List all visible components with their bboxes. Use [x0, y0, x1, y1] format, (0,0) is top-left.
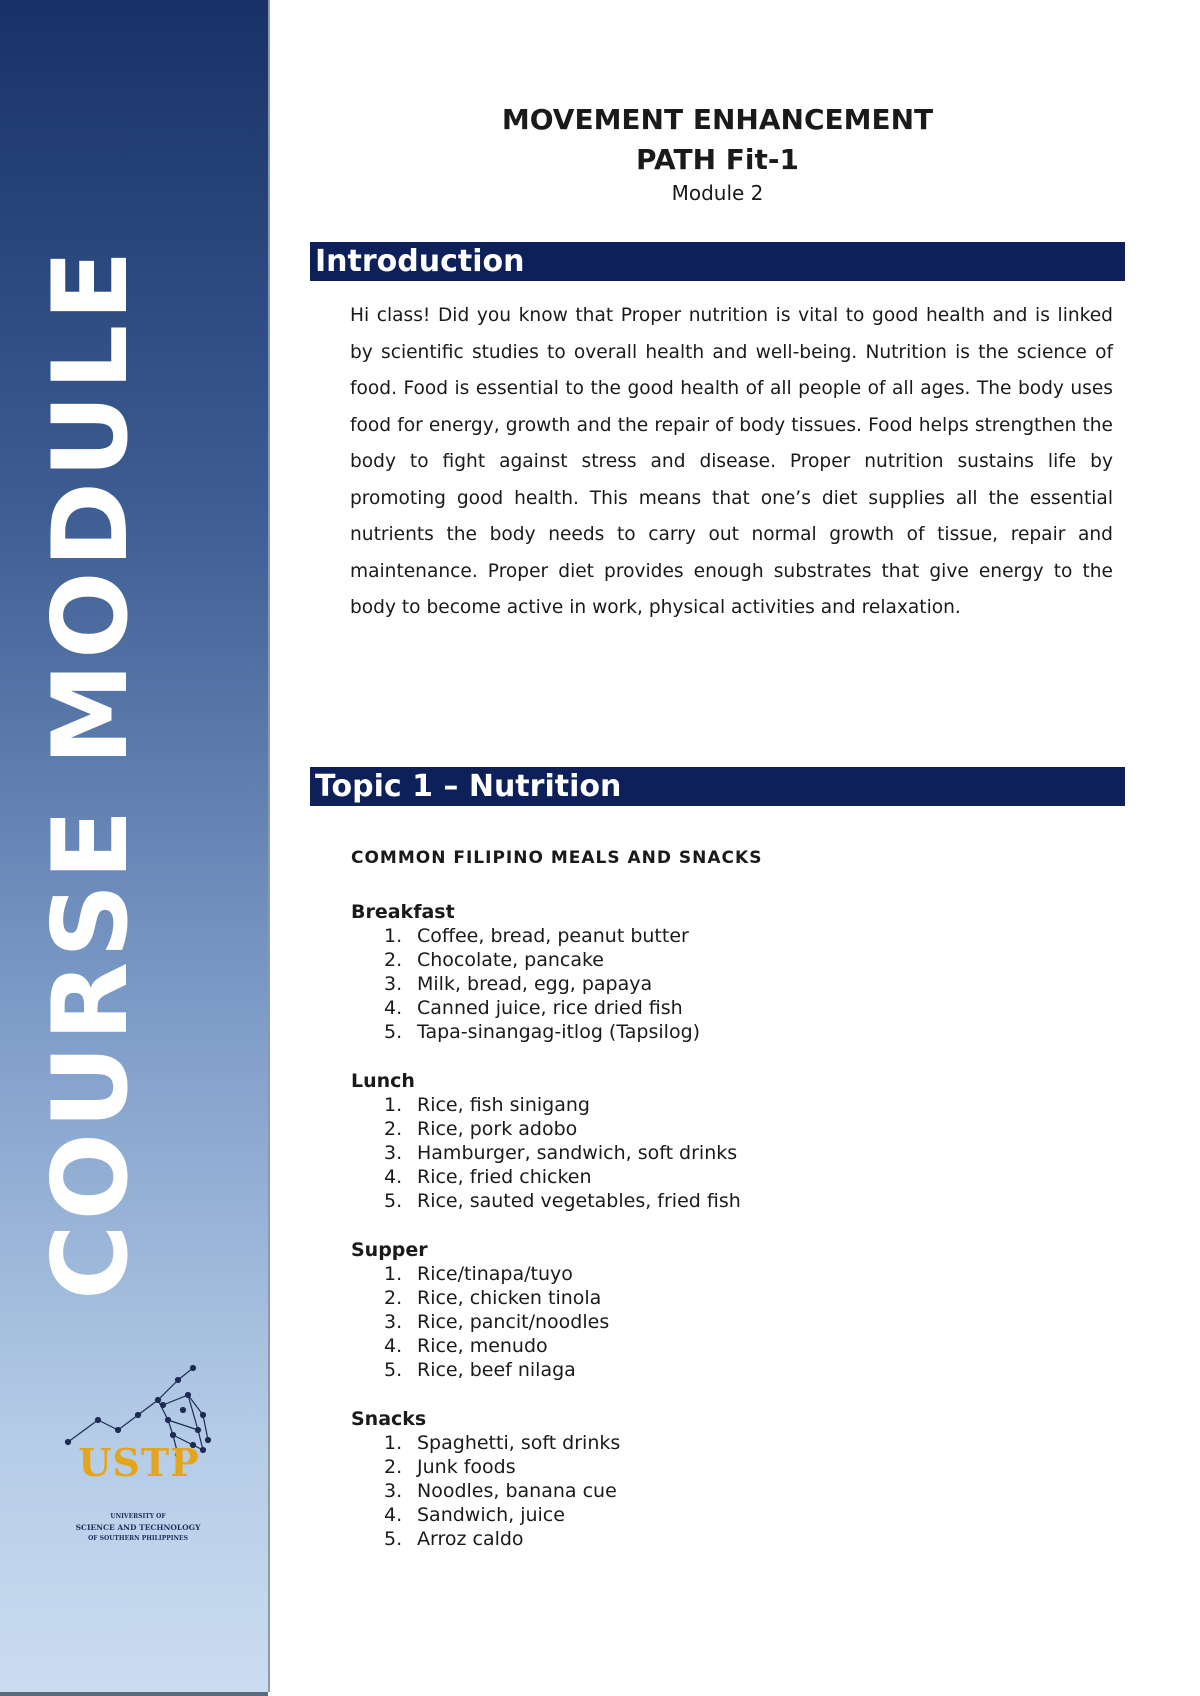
document-title-line-2: PATH Fit-1 [636, 143, 799, 176]
list-item-number: 3. [384, 973, 403, 995]
list-item-text: Rice, beef nilaga [417, 1359, 576, 1381]
list-item [351, 1455, 1111, 1479]
list-item-number: 2. [384, 1456, 403, 1478]
list-item [351, 1093, 1111, 1117]
meal-title: Supper [351, 1239, 428, 1261]
list-item [351, 1165, 1111, 1189]
list-item [351, 996, 1111, 1020]
meal-section-supper [351, 1238, 1111, 1382]
topic-heading: Topic 1 – Nutrition [310, 767, 1125, 806]
meal-title: Breakfast [351, 901, 455, 923]
meal-items-list [351, 924, 1111, 1044]
list-item-text: Rice/tinapa/tuyo [417, 1263, 573, 1285]
sidebar-bottom-divider [0, 1692, 268, 1696]
list-item-text: Junk foods [417, 1456, 516, 1478]
document-header [310, 100, 1125, 206]
list-item-number: 1. [384, 1263, 403, 1285]
introduction-heading: Introduction [310, 242, 1125, 281]
list-item [351, 1141, 1111, 1165]
list-item-number: 5. [384, 1528, 403, 1550]
list-item-number: 4. [384, 1504, 403, 1526]
ustp-logo-wordmark: USTP [78, 1440, 200, 1485]
list-item-number: 2. [384, 1118, 403, 1140]
sidebar-panel [0, 0, 270, 1692]
logo-line-3: OF SOUTHERN PHILIPPINES [88, 1535, 188, 1542]
list-item [351, 1117, 1111, 1141]
module-label: Module 2 [671, 181, 764, 205]
list-item [351, 1358, 1111, 1382]
list-item-number: 1. [384, 925, 403, 947]
list-item-text: Milk, bread, egg, papaya [417, 973, 653, 995]
list-item-number: 1. [384, 1094, 403, 1116]
list-item-text: Rice, chicken tinola [417, 1287, 602, 1309]
list-item [351, 1286, 1111, 1310]
meal-section-breakfast [351, 900, 1111, 1044]
meal-items-list [351, 1262, 1111, 1382]
list-item-text: Arroz caldo [417, 1528, 524, 1550]
meal-section-lunch [351, 1069, 1111, 1213]
meals-subheading: COMMON FILIPINO MEALS AND SNACKS [351, 848, 763, 868]
list-item-text: Tapa-sinangag-itlog (Tapsilog) [417, 1021, 701, 1043]
topic-content [351, 848, 1111, 1576]
document-title-line-1: MOVEMENT ENHANCEMENT [501, 103, 934, 136]
meal-section-snacks [351, 1407, 1111, 1551]
list-item [351, 1262, 1111, 1286]
list-item-text: Coffee, bread, peanut butter [417, 925, 689, 947]
meal-title: Snacks [351, 1408, 427, 1430]
list-item-text: Spaghetti, soft drinks [417, 1432, 621, 1454]
list-item-text: Noodles, banana cue [417, 1480, 617, 1502]
list-item-number: 3. [384, 1311, 403, 1333]
list-item-number: 5. [384, 1190, 403, 1212]
list-item-text: Rice, pork adobo [417, 1118, 578, 1140]
list-item-text: Canned juice, rice dried fish [417, 997, 683, 1019]
list-item-number: 4. [384, 997, 403, 1019]
list-item-text: Rice, menudo [417, 1335, 548, 1357]
list-item-text: Rice, fried chicken [417, 1166, 592, 1188]
list-item [351, 1189, 1111, 1213]
list-item-number: 4. [384, 1335, 403, 1357]
list-item-number: 1. [384, 1432, 403, 1454]
meals-list-container [351, 900, 1111, 1551]
list-item-text: Sandwich, juice [417, 1504, 565, 1526]
list-item [351, 1527, 1111, 1551]
logo-line-1: UNIVERSITY OF [110, 1513, 166, 1520]
list-item-text: Rice, sauted vegetables, fried fish [417, 1190, 741, 1212]
list-item-text: Rice, pancit/noodles [417, 1311, 610, 1333]
meal-items-list [351, 1431, 1111, 1551]
list-item-text: Hamburger, sandwich, soft drinks [417, 1142, 738, 1164]
list-item [351, 1020, 1111, 1044]
list-item [351, 1479, 1111, 1503]
list-item-number: 4. [384, 1166, 403, 1188]
list-item-number: 2. [384, 949, 403, 971]
logo-line-2: SCIENCE AND TECHNOLOGY [75, 1523, 201, 1532]
list-item-number: 3. [384, 1142, 403, 1164]
list-item [351, 1334, 1111, 1358]
meal-title: Lunch [351, 1070, 415, 1092]
course-module-vertical-title: COURSE MODULE [31, 246, 151, 1300]
list-item-number: 3. [384, 1480, 403, 1502]
list-item [351, 1310, 1111, 1334]
list-item-number: 2. [384, 1287, 403, 1309]
list-item [351, 948, 1111, 972]
list-item-number: 5. [384, 1021, 403, 1043]
introduction-body: Hi class! Did you know that Proper nutrition is vital to good health and is linked by scientific studies to overall health and well-being. Nutrition is the science of food. Food is essential to the good health of all people of all ages. The body uses food for energy, growth and the repair of body tissues. Food helps strengthen the body to fight against stress and disease. Proper nutrition sustains life by promoting good health. This means that one’s diet supplies all the essential nutrients the body needs to carry out normal growth of tissue, repair and maintenance. Proper diet provides enough substrates that give energy to the body to become active in work, physical activities and relaxation. [350, 305, 1113, 618]
list-item [351, 972, 1111, 996]
list-item-text: Chocolate, pancake [417, 949, 604, 971]
meal-items-list [351, 1093, 1111, 1213]
list-item-text: Rice, fish sinigang [417, 1094, 590, 1116]
list-item [351, 924, 1111, 948]
list-item-number: 5. [384, 1359, 403, 1381]
list-item [351, 1503, 1111, 1527]
list-item [351, 1431, 1111, 1455]
